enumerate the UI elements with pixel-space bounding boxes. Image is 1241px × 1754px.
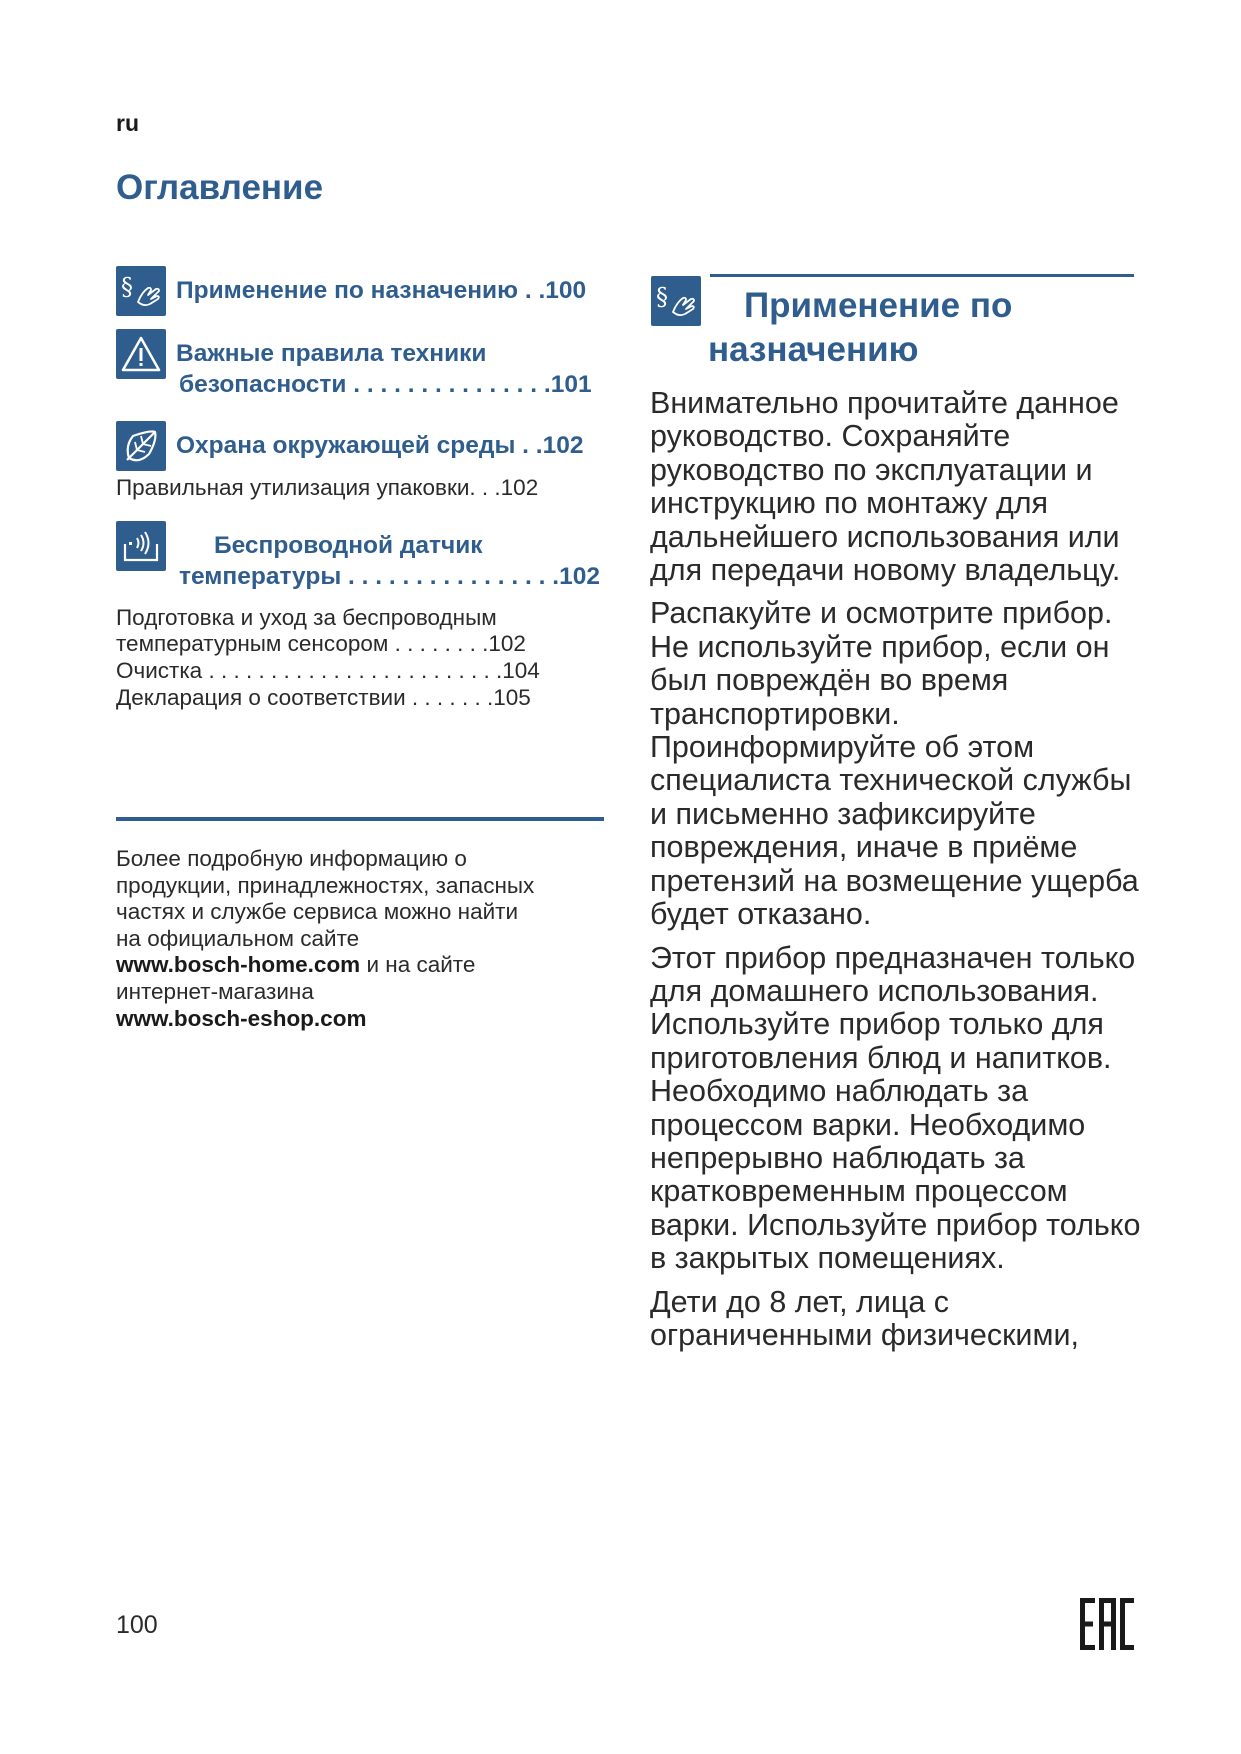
toc-entry-environment[interactable]: Охрана окружающей среды . .102 (176, 432, 584, 459)
svg-text:§: § (656, 283, 668, 311)
section-hand-icon (116, 266, 166, 316)
bosch-eshop-link[interactable]: www.bosch-eshop.com (116, 1005, 367, 1031)
svg-text:§: § (121, 273, 133, 301)
toc-entry-intended-use[interactable]: Применение по назначению . .100 (176, 277, 587, 304)
paragraph: Этот прибор предназначен только для домашнего использования. Используйте прибор только для приготовления блюд и напитков. Необходимо наблюдать за процессом варки. Необходимо непрерывно наблюдать за кратковременным процессом варки. Используйте прибор только в закрытых помещениях. (650, 940, 1141, 1276)
toc-entry-wireless-sensor[interactable]: Беспроводной датчик температуры . . . . . . . . . . . . . . . .102 (179, 532, 600, 590)
divider-left (116, 817, 604, 821)
warning-triangle-icon (116, 329, 166, 379)
divider-right (710, 274, 1134, 277)
section-body (650, 387, 1150, 1362)
toc-sub-prep-care-2[interactable]: температурным сенсором . . . . . . . .102 (116, 631, 526, 656)
page-number: 100 (116, 1611, 158, 1639)
toc-sub-packaging[interactable]: Правильная утилизация упаковки. . .102 (116, 475, 539, 500)
leaf-icon (116, 421, 166, 471)
toc-sub-cleaning[interactable]: Очистка . . . . . . . . . . . . . . . . . . . . . . . .104 (116, 658, 540, 683)
paragraph: Распакуйте и осмотрите прибор. Не используйте прибор, если он был повреждён во время транспортировки. Проинформируйте об этом специалиста технической службы и письменно зафиксируйте повреждения, иначе в приёме претензий на возмещение ущерба будет отказано. (650, 596, 1139, 932)
section-title: Применение по назначению (708, 286, 1013, 369)
section-hand-icon (651, 276, 701, 326)
toc-sub-declaration[interactable]: Декларация о соответствии . . . . . . .105 (116, 685, 531, 710)
toc-sub-prep-care-1[interactable]: Подготовка и уход за беспроводным (116, 605, 497, 630)
paragraph: Дети до 8 лет, лица с ограниченными физическими, (650, 1284, 1079, 1352)
toc-title: Оглавление (116, 168, 324, 207)
more-info-text: Более подробную информацию о продукции, принадлежностях, запасных частях и службе сервиса можно найти на официальном сайте www.bosch-home.com и на сайте интернет-магазина www.bosch-eshop.com (116, 846, 535, 1031)
eac-mark-icon (1080, 1598, 1134, 1650)
bosch-home-link[interactable]: www.bosch-home.com (116, 952, 361, 978)
wireless-sensor-icon (116, 521, 166, 571)
toc-entry-safety[interactable]: Важные правила техники безопасности . . . . . . . . . . . . . . .101 (176, 340, 592, 398)
language-code: ru (116, 110, 139, 136)
paragraph: Внимательно прочитайте данное руководство. Сохраняйте руководство по эксплуатации и инструкцию по монтажу для дальнейшего использования или для передачи новому владельцу. (650, 386, 1121, 588)
